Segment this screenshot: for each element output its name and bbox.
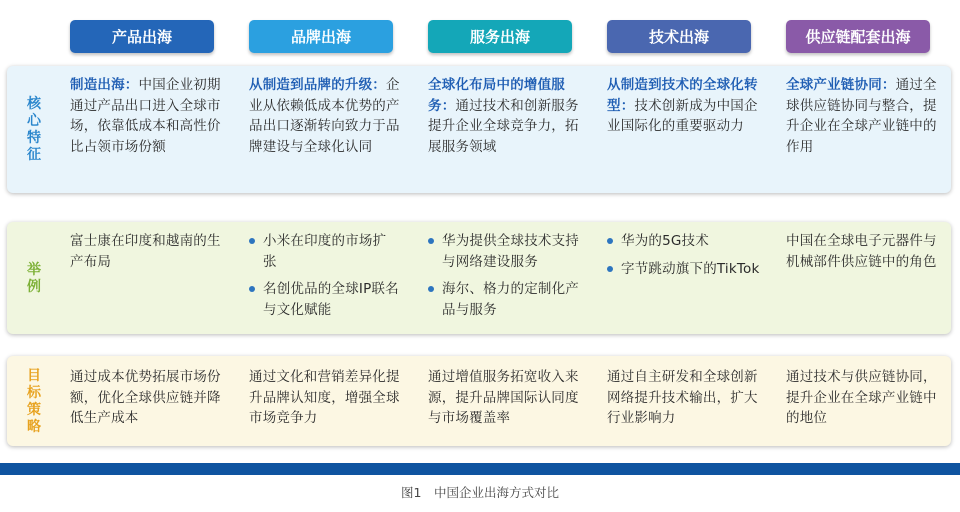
core-cell-service-text: 通过技术和创新服务提升企业全球竞争力，拓展服务领域 [428,97,579,155]
example-tech-item-1-text: 华为的5G技术 [621,233,709,249]
header-supply: 供应链配套出海 [786,20,930,53]
core-cell-tech [607,75,769,137]
example-tech-item-2-text: 字节跳动旗下的TikTok [621,260,760,277]
example-brand-item-1-text: 小米在印度的市场扩张 [263,233,387,270]
core-cell-product-highlight: 制造出海： [70,77,139,93]
example-service-item-2-text: 海尔、格力的定制化产品与服务 [442,281,579,318]
core-cell-brand-text: 企业从依赖低成本优势的产品出口逐渐转向致力于品牌建设与全球化认同 [249,77,400,155]
bullet-dot [249,286,255,292]
example-service-item-1 [428,231,584,272]
header-service: 服务出海 [428,20,572,53]
example-supply-item: 中国在全球电子元器件与机械部件供应链中的角色 [786,233,937,270]
example-product-item: 富士康在印度和越南的生产布局 [70,233,221,270]
core-features-label: 核心特征 [27,96,41,163]
core-cell-tech-text: 技术创新成为中国企业国际化的重要驱动力 [607,97,758,134]
example-cell-tech [607,231,769,286]
bullet-dot [607,238,613,244]
figure-caption: 图1 中国企业出海方式对比 [401,485,559,500]
example-cell-supply [786,231,948,272]
example-tech-item-1 [607,231,769,252]
core-cell-brand [249,75,411,157]
example-service-item-2 [428,279,584,320]
bullet-dot [428,238,434,244]
goal-cell-product: 通过成本优势拓展市场份额，优化全球供应链并降低生产成本 [70,369,221,426]
core-cell-supply [786,75,948,157]
bullet-dot [428,286,434,292]
goal-cell-brand: 通过文化和营销差异化提升品牌认知度，增强全球市场竞争力 [249,369,400,426]
core-cell-service [428,75,590,157]
example-cell-product [70,231,232,272]
example-brand-item-2 [249,279,399,320]
core-cell-brand-highlight: 从制造到品牌的升级： [249,77,386,93]
example-tech-item-2 [607,259,769,280]
example-brand-item-2-text: 名创优品的全球IP联名与文化赋能 [263,281,399,318]
examples-label: 举例 [27,262,41,295]
example-brand-item-1 [249,231,399,272]
core-cell-tech-highlight: 从制造到技术的全球化转型： [607,77,758,114]
core-cell-supply-text: 通过全球供应链协同与整合，提升企业在全球产业链中的作用 [786,77,937,155]
header-product: 产品出海 [70,20,214,53]
bullet-dot [249,238,255,244]
goal-cell-service: 通过增值服务拓宽收入来源，提升品牌国际认同度与市场覆盖率 [428,369,579,426]
bullet-dot [607,266,613,272]
header-tech: 技术出海 [607,20,751,53]
bottom-bar [0,463,960,475]
example-service-item-1-text: 华为提供全球技术支持与网络建设服务 [442,233,579,270]
core-cell-supply-highlight: 全球产业链协同： [786,77,896,93]
goal-cell-supply: 通过技术与供应链协同，提升企业在全球产业链中的地位 [786,369,937,426]
core-cell-product-text: 中国企业初期通过产品出口进入全球市场，依靠低成本和高性价比占领市场份额 [70,77,221,155]
core-cell-product [70,75,232,157]
goals-label: 目标策略 [27,368,41,435]
core-cell-service-highlight: 全球化布局中的增值服务： [428,77,565,114]
header-brand: 品牌出海 [249,20,393,53]
example-cell-service [428,231,584,327]
example-cell-brand [249,231,399,327]
goal-cell-tech: 通过自主研发和全球创新网络提升技术输出，扩大行业影响力 [607,369,758,426]
